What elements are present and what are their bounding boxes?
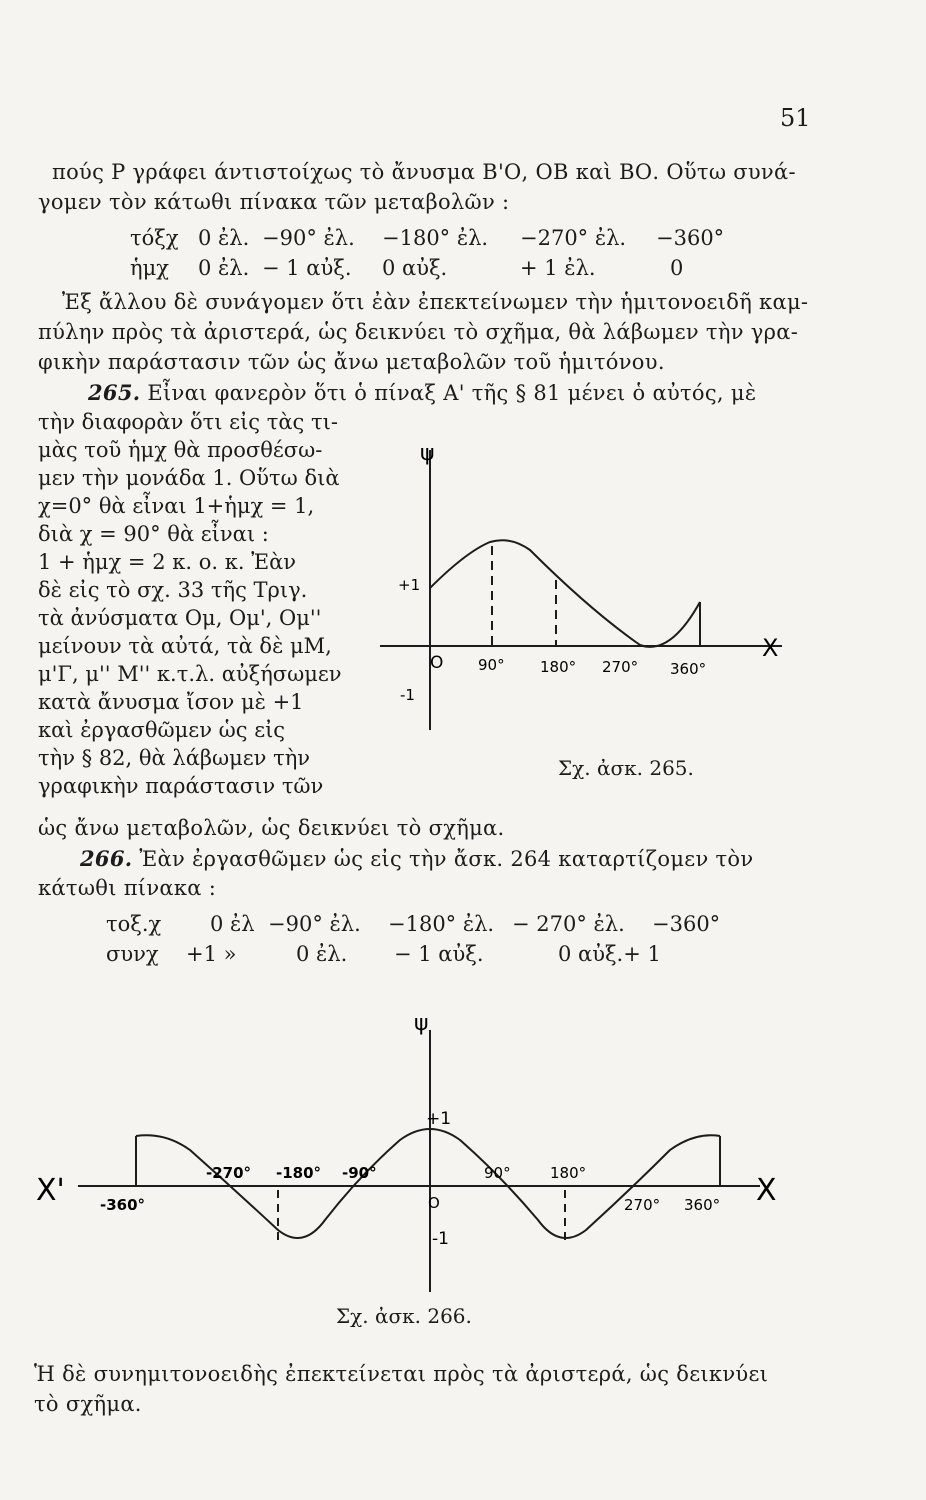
- exercise-number: 265.: [88, 380, 141, 405]
- curve-1-plus-sin: [430, 540, 700, 647]
- text-line: κάτωθι πίνακα :: [38, 876, 217, 900]
- table-cell: −360°: [656, 226, 725, 250]
- table-cell: συνχ: [106, 942, 159, 966]
- table-cell: − 270° ἐλ.: [512, 912, 625, 936]
- table-cell: τόξχ: [130, 226, 179, 250]
- tick-label: 180°: [540, 658, 577, 676]
- text-line: πούς Ρ γράφει άντιστοίχως τὸ ἄνυσμα Β'Ο, ΟΒ καὶ ΒΟ. Οὕτω συνά-: [52, 160, 796, 184]
- text-line: διὰ χ = 90° θὰ εἶναι :: [38, 522, 269, 546]
- text-line: τὸ σχῆμα.: [34, 1392, 142, 1416]
- table-cell: 0 ἐλ.: [198, 256, 250, 280]
- tick-label: 90°: [484, 1164, 511, 1182]
- minus-one-label: -1: [400, 686, 415, 704]
- tick-label: 360°: [670, 660, 707, 678]
- page-number: 51: [780, 104, 811, 132]
- exercise-265-first-line: 265. Εἶναι φανερὸν ὅτι ὁ πίναξ Α' τῆς § 81 μένει ὁ αὐτός, μὲ: [88, 380, 757, 405]
- text-line: τὴν διαφορὰν ὅτι εἰς τὰς τι-: [38, 410, 338, 434]
- figure-265-caption: Σχ. ἀσκ. 265.: [558, 756, 694, 780]
- text-line: Ἡ δὲ συνημιτονοειδὴς ἐπεκτείνεται πρὸς τὰ ἀριστερά, ὡς δεικνύει: [34, 1362, 769, 1386]
- y-axis-label: ψ: [420, 441, 435, 466]
- text-line: 1 + ἡμχ = 2 κ. ο. κ. Ἐὰν: [38, 550, 297, 574]
- figure-265: [370, 420, 800, 750]
- table-cell: + 1 ἐλ.: [520, 256, 596, 280]
- text-line: καὶ ἐργασθῶμεν ὡς εἰς: [38, 718, 286, 742]
- table-cell: 0 αὐξ.+ 1: [558, 942, 661, 966]
- tick-label: 270°: [602, 658, 639, 676]
- text-line: μείνουν τὰ αὐτά, τὰ δὲ μΜ,: [38, 634, 332, 658]
- tick-label: -180°: [276, 1164, 322, 1182]
- plus-one-label: +1: [398, 576, 421, 594]
- text-line: μεν τὴν μονάδα 1. Οὕτω διὰ: [38, 466, 340, 490]
- table-cell: 0 ἐλ.: [198, 226, 250, 250]
- tick-label: 180°: [550, 1164, 587, 1182]
- table-cell: 0 ἐλ: [210, 912, 255, 936]
- tick-label: 90°: [478, 656, 505, 674]
- table-cell: −90° ἐλ.: [262, 226, 355, 250]
- text-line: κατὰ ἄνυσμα ἴσον μὲ +1: [38, 690, 304, 714]
- exercise-number: 266.: [80, 846, 133, 871]
- tick-label: 360°: [684, 1196, 721, 1214]
- x-axis-left-label: X': [36, 1173, 65, 1208]
- table-cell: 0 ἐλ.: [296, 942, 348, 966]
- curve-cos: [136, 1129, 720, 1238]
- origin-label: O: [428, 1194, 440, 1212]
- text-line: χ=0° θὰ εἶναι 1+ἡμχ = 1,: [38, 494, 315, 518]
- table-cell: − 1 αὐξ.: [262, 256, 352, 280]
- table-cell: −180° ἐλ.: [388, 912, 495, 936]
- text-line: δὲ εἰς τὸ σχ. 33 τῆς Τριγ.: [38, 578, 308, 602]
- plus-one-label: +1: [426, 1109, 452, 1129]
- text-line: ὡς ἄνω μεταβολῶν, ὡς δεικνύει τὸ σχῆμα.: [38, 816, 505, 840]
- table-cell: −270° ἐλ.: [520, 226, 627, 250]
- figure-266-caption: Σχ. ἀσκ. 266.: [336, 1304, 472, 1328]
- table-cell: τοξ.χ: [106, 912, 162, 936]
- table-cell: −180° ἐλ.: [382, 226, 489, 250]
- text-line: τὴν § 82, θὰ λάβωμεν τὴν: [38, 746, 311, 770]
- text-line: γομεν τὸν κάτωθι πίνακα τῶν μεταβολῶν :: [38, 190, 510, 214]
- exercise-266-first-line: 266. Ἐὰν ἐργασθῶμεν ὡς εἰς τὴν ἄσκ. 264 καταρτίζομεν τὸν: [80, 846, 754, 871]
- x-axis-label: X: [756, 1173, 777, 1208]
- table-cell: ἡμχ: [130, 256, 169, 280]
- minus-one-label: -1: [432, 1229, 449, 1249]
- figure-266: [20, 1000, 820, 1300]
- tick-label: -270°: [206, 1164, 252, 1182]
- tick-label: -360°: [100, 1196, 146, 1214]
- table-cell: − 1 αὐξ.: [394, 942, 484, 966]
- table-cell: −360°: [652, 912, 721, 936]
- origin-label: O: [430, 653, 444, 673]
- text-line: φικὴν παράστασιν τῶν ὡς ἄνω μεταβολῶν τοῦ ἡμιτόνου.: [38, 350, 665, 374]
- text-line: πύλην πρὸς τὰ ἀριστερά, ὡς δεικνύει τὸ σχῆμα, θὰ λάβωμεν τὴν γρα-: [38, 320, 799, 344]
- tick-label: -90°: [342, 1164, 377, 1182]
- y-axis-label: ψ: [414, 1011, 429, 1036]
- tick-label: 270°: [624, 1196, 661, 1214]
- table-cell: 0: [670, 256, 684, 280]
- text-line: μὰς τοῦ ἡμχ θὰ προσθέσω-: [38, 438, 323, 462]
- table-cell: +1 »: [186, 942, 237, 966]
- table-cell: −90° ἐλ.: [268, 912, 361, 936]
- text-line: γραφικὴν παράστασιν τῶν: [38, 774, 324, 798]
- table-cell: 0 αὐξ.: [382, 256, 448, 280]
- x-axis-label: X: [762, 634, 779, 662]
- text-line: μ'Γ, μ'' Μ'' κ.τ.λ. αὐξήσωμεν: [38, 662, 342, 686]
- text-line: Ἐξ ἄλλου δὲ συνάγομεν ὅτι ἐὰν ἐπεκτείνωμεν τὴν ἡμιτονοειδῆ καμ-: [62, 290, 809, 314]
- text-line: τὰ ἀνύσματα Ομ, Ομ', Ομ'': [38, 606, 322, 630]
